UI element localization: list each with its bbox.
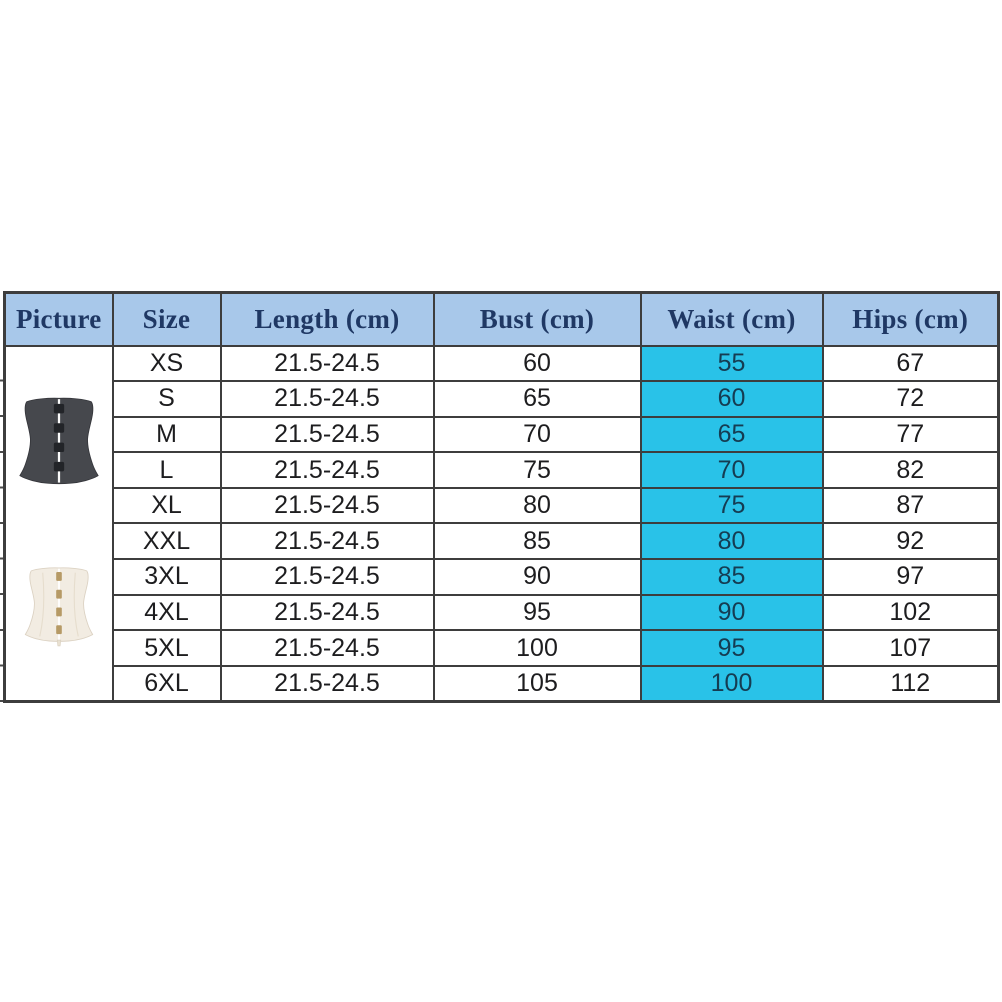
table-row: [5, 559, 999, 595]
table-row: [5, 666, 999, 702]
cell-waist: 90: [641, 595, 823, 631]
cell-waist: 60: [641, 381, 823, 417]
cell-bust: 100: [434, 630, 641, 666]
cell-hips: 87: [823, 488, 999, 524]
cell-size: 6XL: [113, 666, 221, 702]
size-chart-header: [5, 293, 999, 346]
table-row: [5, 381, 999, 417]
column-header-hips: Hips (cm): [823, 293, 999, 346]
cell-hips: 82: [823, 452, 999, 488]
cell-length: 21.5-24.5: [221, 523, 434, 559]
cell-waist: 80: [641, 523, 823, 559]
table-row: [5, 452, 999, 488]
table-row: [5, 488, 999, 524]
ivory-corset-bottom-tab: [57, 640, 61, 646]
size-chart: [3, 291, 997, 703]
column-header-waist: Waist (cm): [641, 293, 823, 346]
size-chart-table: [3, 291, 1000, 703]
cell-hips: 112: [823, 666, 999, 702]
cell-size: 5XL: [113, 630, 221, 666]
black-waist-trainer-image: [16, 395, 102, 485]
cell-length: 21.5-24.5: [221, 559, 434, 595]
cell-hips: 72: [823, 381, 999, 417]
cell-length: 21.5-24.5: [221, 452, 434, 488]
cell-length: 21.5-24.5: [221, 595, 434, 631]
header-row: [5, 293, 999, 346]
cell-size: L: [113, 452, 221, 488]
cell-bust: 70: [434, 417, 641, 453]
ivory-waist-trainer-image: [22, 561, 96, 651]
cell-length: 21.5-24.5: [221, 488, 434, 524]
cell-bust: 75: [434, 452, 641, 488]
cell-length: 21.5-24.5: [221, 381, 434, 417]
cell-size: XL: [113, 488, 221, 524]
column-header-size: Size: [113, 293, 221, 346]
cell-hips: 92: [823, 523, 999, 559]
cell-waist: 55: [641, 346, 823, 382]
cell-waist: 65: [641, 417, 823, 453]
cell-size: M: [113, 417, 221, 453]
cell-hips: 77: [823, 417, 999, 453]
cell-waist: 100: [641, 666, 823, 702]
cell-length: 21.5-24.5: [221, 417, 434, 453]
cell-bust: 95: [434, 595, 641, 631]
cell-waist: 85: [641, 559, 823, 595]
cell-waist: 70: [641, 452, 823, 488]
size-chart-body: [5, 346, 999, 702]
table-row: [5, 523, 999, 559]
column-header-length: Length (cm): [221, 293, 434, 346]
cell-bust: 90: [434, 559, 641, 595]
cell-hips: 97: [823, 559, 999, 595]
cell-length: 21.5-24.5: [221, 346, 434, 382]
cell-bust: 105: [434, 666, 641, 702]
cell-length: 21.5-24.5: [221, 630, 434, 666]
cell-size: 4XL: [113, 595, 221, 631]
cell-hips: 102: [823, 595, 999, 631]
cell-hips: 107: [823, 630, 999, 666]
cell-hips: 67: [823, 346, 999, 382]
cell-bust: 80: [434, 488, 641, 524]
cell-size: S: [113, 381, 221, 417]
cell-size: XXL: [113, 523, 221, 559]
cell-bust: 60: [434, 346, 641, 382]
cell-size: 3XL: [113, 559, 221, 595]
cell-length: 21.5-24.5: [221, 666, 434, 702]
cell-bust: 85: [434, 523, 641, 559]
cell-bust: 65: [434, 381, 641, 417]
cell-waist: 75: [641, 488, 823, 524]
table-row: [5, 417, 999, 453]
table-row: [5, 595, 999, 631]
table-row: [5, 630, 999, 666]
column-header-bust: Bust (cm): [434, 293, 641, 346]
cell-waist: 95: [641, 630, 823, 666]
column-header-picture: Picture: [5, 293, 113, 346]
picture-cell: [5, 346, 113, 702]
product-pictures: [6, 395, 112, 651]
table-row: [5, 346, 999, 382]
cell-size: XS: [113, 346, 221, 382]
